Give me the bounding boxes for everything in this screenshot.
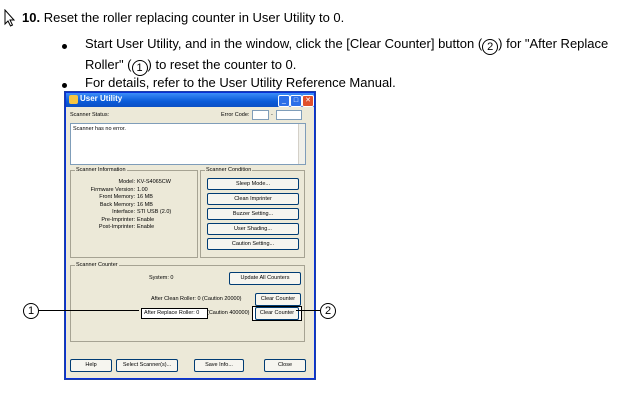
step-heading (22, 10, 344, 25)
help-button[interactable]: Help (70, 359, 112, 372)
bullet-dot (62, 83, 67, 88)
info-value: 16 MB (137, 201, 153, 208)
status-scrollbar[interactable] (298, 124, 305, 164)
callout-1: 1 (23, 303, 39, 319)
info-label: Front Memory: (99, 194, 135, 200)
info-label: Pre-Imprinter: (101, 216, 135, 223)
info-value: STI USB (2.0) (137, 209, 172, 215)
app-icon (69, 95, 78, 104)
after-clean-roller-label: After Clean Roller: 0 (Caution 20000) (151, 296, 242, 302)
select-scanner-button[interactable]: Select Scanner(s)... (116, 359, 178, 372)
after-replace-caution-label: (Caution 400000) (207, 310, 250, 316)
clear-counter-clean-button[interactable]: Clear Counter (255, 293, 301, 306)
title-bar (66, 93, 314, 107)
scanner-counter-title: Scanner Counter (76, 262, 118, 268)
bullet-1-text-d: ) to reset the counter to 0. (147, 57, 297, 72)
callout-1-leader-line (39, 310, 139, 311)
circled-number-2: 2 (482, 39, 498, 55)
callout-2-leader-line (296, 310, 320, 311)
window-title: User Utility (80, 94, 123, 103)
scanner-information-title: Scanner Information (76, 167, 126, 173)
error-code-field-2 (276, 110, 302, 120)
info-label: Back Memory: (99, 201, 135, 208)
maximize-button[interactable]: □ (290, 95, 302, 107)
after-replace-roller-label: After Replace Roller: 0 (144, 310, 200, 316)
sleep-mode-button[interactable]: Sleep Mode... (207, 178, 299, 190)
scanner-counter-group (70, 262, 305, 342)
system-counter-label: System: 0 (149, 275, 174, 281)
info-value: 1.00 (137, 186, 148, 193)
close-window-button[interactable]: ✕ (302, 95, 314, 107)
bullet-1-text-b: ) for "After Replace (498, 36, 609, 51)
step-number: 10. (22, 10, 41, 25)
scanner-information-group (70, 167, 198, 258)
status-text: Scanner has no error. (73, 126, 126, 132)
mouse-pointer-icon (4, 9, 16, 27)
bullet-2: For details, refer to the User Utility Reference Manual. (85, 75, 396, 90)
info-value: 16 MB (137, 194, 153, 200)
caution-setting-button[interactable]: Caution Setting... (207, 238, 299, 250)
error-code-field-1 (252, 110, 269, 120)
buzzer-setting-button[interactable]: Buzzer Setting... (207, 208, 299, 220)
minimize-button[interactable]: _ (278, 95, 290, 107)
user-shading-button[interactable]: User Shading... (207, 223, 299, 235)
callout-2: 2 (320, 303, 336, 319)
info-label: Firmware Version: (90, 186, 135, 193)
step-text: Reset the roller replacing counter in User Utility to 0. (43, 10, 345, 25)
scanner-condition-title: Scanner Condition (206, 167, 252, 173)
bullet-1 (85, 34, 620, 76)
info-value: Enable (137, 216, 155, 223)
user-utility-window (65, 92, 315, 379)
scanner-condition-group (200, 167, 305, 258)
bullet-dot (62, 44, 67, 49)
info-label: Interface: (112, 209, 135, 215)
status-textbox[interactable] (70, 123, 306, 165)
save-info-button[interactable]: Save Info... (194, 359, 244, 372)
error-code-label: Error Code: (221, 112, 250, 118)
bullet-1-text-a: Start User Utility, and in the window, click the [Clear Counter] button ( (85, 36, 483, 51)
bullet-1-text-c: Roller" ( (85, 57, 132, 72)
info-value: KV-S4065CW (137, 179, 171, 185)
close-button[interactable]: Close (264, 359, 306, 372)
info-value: Enable (137, 224, 155, 230)
error-code-separator: - (271, 112, 273, 118)
clear-counter-replace-button[interactable]: Clear Counter (255, 307, 299, 320)
info-label: Post-Imprinter: (98, 224, 135, 230)
circled-number-1: 1 (132, 60, 148, 76)
update-all-counters-button[interactable]: Update All Counters (229, 272, 301, 285)
clean-imprinter-button[interactable]: Clean Imprinter (207, 193, 299, 205)
info-label: Model: (118, 179, 135, 185)
scanner-status-label: Scanner Status: (70, 112, 110, 118)
